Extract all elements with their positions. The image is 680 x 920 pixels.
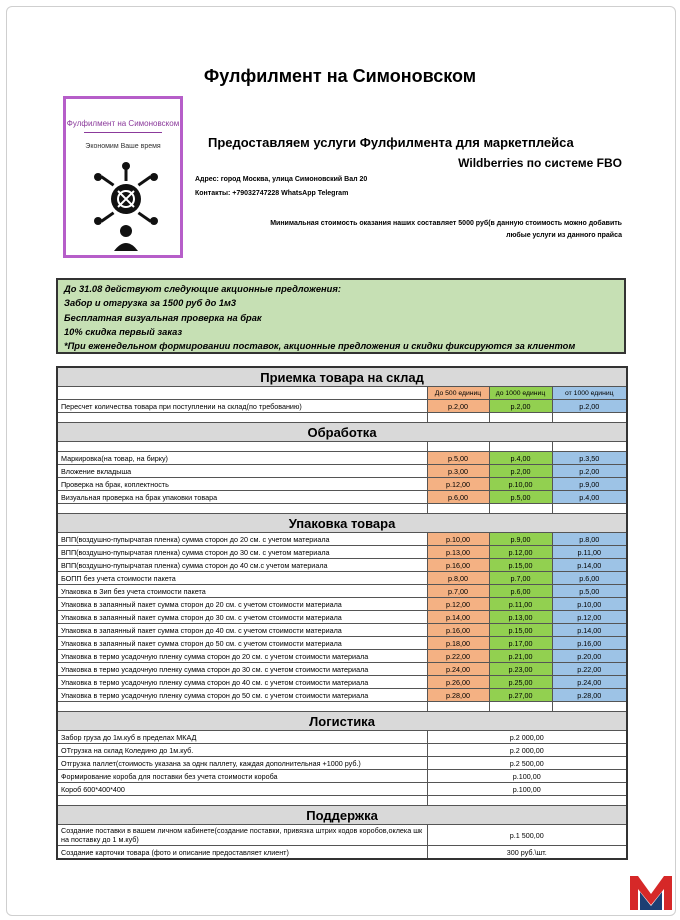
price-up-to-500: р.14,00: [427, 611, 489, 624]
table-row: [57, 770, 627, 783]
blank-row: [57, 504, 627, 514]
subheadline: Wildberries по системе FBO: [458, 156, 622, 170]
price-over-1000: р.2,00: [552, 465, 627, 478]
price-over-1000: р.11,00: [552, 546, 627, 559]
service-name: Маркировка(на товар, на бирку): [57, 452, 427, 465]
section-header: [57, 712, 627, 731]
table-row: [57, 731, 627, 744]
table-row: [57, 598, 627, 611]
blank-row: [57, 413, 627, 423]
empty-cell: [489, 413, 552, 423]
service-name: ОТгрузка на склад Коледино до 1м.куб.: [57, 744, 427, 757]
price-table: [56, 366, 628, 860]
service-name: Упаковка в запаянный пакет сумма сторон до 20 см. с учетом стоимости материала: [57, 598, 427, 611]
price-up-to-500: р.6,00: [427, 491, 489, 504]
price-up-to-1000: р.2,00: [489, 400, 552, 413]
service-name: БОПП без учета стоимости пакета: [57, 572, 427, 585]
promo-line: Бесплатная визуальная проверка на брак: [64, 312, 262, 323]
logo-slogan: Экономим Ваше время: [85, 143, 161, 150]
promo-line: 10% скидка первый заказ: [64, 326, 183, 337]
empty-cell: [489, 442, 552, 452]
table-row: [57, 757, 627, 770]
logo-title: Фулфилмент на Симоновском: [66, 119, 180, 128]
service-name: Визуальная проверка на брак упаковки товара: [57, 491, 427, 504]
table-row: [57, 783, 627, 796]
price-up-to-1000: р.15,00: [489, 559, 552, 572]
empty-cell: [552, 442, 627, 452]
service-name: Формирование короба для поставки без учета стоимости короба: [57, 770, 427, 783]
m-logo-icon: [628, 872, 674, 912]
empty-cell: [427, 702, 489, 712]
section-title: Логистика: [57, 712, 627, 731]
price-value: р.2 500,00: [427, 757, 627, 770]
table-row: [57, 637, 627, 650]
table-row: [57, 559, 627, 572]
service-name: Упаковка в термо усадочную пленку сумма сторон до 30 см. с учетом стоимости материала: [57, 663, 427, 676]
price-up-to-500: р.7,00: [427, 585, 489, 598]
price-table-body: [57, 367, 627, 859]
service-name: ВПП(воздушно-пупырчатая пленка) сумма сторон до 40 см.с учетом материала: [57, 559, 427, 572]
service-name: Проверка на брак, коплектность: [57, 478, 427, 491]
table-row: [57, 624, 627, 637]
table-row: [57, 478, 627, 491]
table-row: [57, 400, 627, 413]
price-up-to-500: р.16,00: [427, 559, 489, 572]
price-up-to-500: р.13,00: [427, 546, 489, 559]
empty-cell: [552, 504, 627, 514]
price-up-to-500: р.22,00: [427, 650, 489, 663]
price-up-to-1000: р.9,00: [489, 533, 552, 546]
price-over-1000: р.16,00: [552, 637, 627, 650]
blank-row: [57, 442, 627, 452]
service-name: Забор груза до 1м.куб в пределах МКАД: [57, 731, 427, 744]
price-value: 300 руб.\шт.: [427, 846, 627, 860]
table-row: [57, 825, 627, 846]
empty-cell: [57, 413, 427, 423]
gear-person-icon: [93, 161, 159, 253]
price-over-1000: р.28,00: [552, 689, 627, 702]
price-value: р.1 500,00: [427, 825, 627, 846]
section-title: Приемка товара на склад: [57, 367, 627, 387]
tier-header-1000: до 1000 единиц: [489, 387, 552, 400]
section-header: [57, 423, 627, 442]
empty-cell: [427, 413, 489, 423]
price-up-to-1000: р.17,00: [489, 637, 552, 650]
blank-row: [57, 702, 627, 712]
price-up-to-500: р.26,00: [427, 676, 489, 689]
price-over-1000: р.5,00: [552, 585, 627, 598]
service-name: Короб 600*400*400: [57, 783, 427, 796]
price-up-to-1000: р.13,00: [489, 611, 552, 624]
table-row: [57, 585, 627, 598]
service-name: Упаковка в термо усадочную пленку сумма сторон до 40 см. с учетом стоимости материала: [57, 676, 427, 689]
service-name: Упаковка в термо усадочную пленку сумма сторон до 50 см. с учетом стоимости материала: [57, 689, 427, 702]
service-name: Создание поставки в вашем личном кабинете(создание поставки, привязка штрих кодов коробов,оклека шк на поставку до 1 м.куб): [57, 825, 427, 846]
price-up-to-1000: р.15,00: [489, 624, 552, 637]
price-up-to-1000: р.11,00: [489, 598, 552, 611]
table-row: [57, 650, 627, 663]
price-over-1000: р.6,00: [552, 572, 627, 585]
price-over-1000: р.4,00: [552, 491, 627, 504]
price-up-to-500: р.3,00: [427, 465, 489, 478]
table-row: [57, 846, 627, 860]
table-row: [57, 452, 627, 465]
price-up-to-1000: р.10,00: [489, 478, 552, 491]
price-over-1000: р.14,00: [552, 624, 627, 637]
empty-cell: [489, 702, 552, 712]
section-title: Поддержка: [57, 806, 627, 825]
price-value: р.2 000,00: [427, 731, 627, 744]
price-over-1000: р.3,50: [552, 452, 627, 465]
price-up-to-1000: р.12,00: [489, 546, 552, 559]
price-over-1000: р.14,00: [552, 559, 627, 572]
company-logo: [63, 96, 183, 258]
price-up-to-500: р.8,00: [427, 572, 489, 585]
table-row: [57, 744, 627, 757]
table-row: [57, 572, 627, 585]
price-over-1000: р.20,00: [552, 650, 627, 663]
price-up-to-1000: р.7,00: [489, 572, 552, 585]
price-up-to-500: р.2,00: [427, 400, 489, 413]
price-up-to-1000: р.4,00: [489, 452, 552, 465]
service-name: Упаковка в запаянный пакет сумма сторон до 30 см. с учетом стоимости материала: [57, 611, 427, 624]
table-row: [57, 676, 627, 689]
tier-header-500: До 500 единиц: [427, 387, 489, 400]
price-up-to-1000: р.2,00: [489, 465, 552, 478]
price-up-to-500: р.12,00: [427, 598, 489, 611]
price-over-1000: р.9,00: [552, 478, 627, 491]
table-row: [57, 689, 627, 702]
price-up-to-500: р.16,00: [427, 624, 489, 637]
service-name: Упаковка в запаянный пакет сумма сторон до 40 см. с учетом стоимости материала: [57, 624, 427, 637]
price-up-to-500: р.28,00: [427, 689, 489, 702]
empty-cell: [57, 702, 427, 712]
empty-cell: [57, 442, 427, 452]
price-over-1000: р.2,00: [552, 400, 627, 413]
service-name: ВПП(воздушно-пупырчатая пленка) сумма сторон до 20 см. с учетом материала: [57, 533, 427, 546]
service-name: Создание карточки товара (фото и описание предоставляет клиент): [57, 846, 427, 860]
table-row: [57, 465, 627, 478]
empty-cell: [57, 796, 427, 806]
empty-cell: [489, 504, 552, 514]
document-title: Фулфилмент на Симоновском: [203, 66, 477, 86]
section-title: Упаковка товара: [57, 514, 627, 533]
headline: Предоставляем услуги Фулфилмента для маркетплейса: [208, 135, 574, 150]
empty-cell: [427, 504, 489, 514]
table-row: [57, 663, 627, 676]
section-header: [57, 367, 627, 387]
empty-cell: [552, 702, 627, 712]
table-row: [57, 611, 627, 624]
service-name: Упаковка в Зип без учета стоимости пакета: [57, 585, 427, 598]
service-name: Упаковка в термо усадочную пленку сумма сторон до 20 см. с учетом стоимости материала: [57, 650, 427, 663]
price-over-1000: р.8,00: [552, 533, 627, 546]
price-over-1000: р.12,00: [552, 611, 627, 624]
service-name: ВПП(воздушно-пупырчатая пленка) сумма сторон до 30 см. с учетом материала: [57, 546, 427, 559]
empty-cell: [427, 442, 489, 452]
tier-header-row: [57, 387, 627, 400]
blank-row: [57, 796, 627, 806]
price-over-1000: р.10,00: [552, 598, 627, 611]
tier-header-over-1000: от 1000 единиц: [552, 387, 627, 400]
price-value: р.100,00: [427, 770, 627, 783]
min-price-line-1: Минимальная стоимость оказания наших составляет 5000 руб(в данную стоимость можно добавить: [270, 220, 622, 227]
table-row: [57, 491, 627, 504]
min-price-line-2: любые услуги из данного прайса: [506, 232, 622, 239]
promo-line: Забор и отгрузка за 1500 руб до 1м3: [64, 298, 237, 309]
price-up-to-1000: р.6,00: [489, 585, 552, 598]
empty-cell: [57, 387, 427, 400]
address: Адрес: город Москва, улица Симоновский Вал 20: [195, 176, 368, 183]
price-up-to-1000: р.5,00: [489, 491, 552, 504]
promo-line: *При еженедельном формировании поставок, акционные предложения и скидки фиксируются за клиентом: [64, 341, 576, 352]
price-value: р.100,00: [427, 783, 627, 796]
contacts: Контакты: +79032747228 WhatsApp Telegram: [195, 190, 349, 197]
service-name: Вложение вкладыша: [57, 465, 427, 478]
price-up-to-1000: р.25,00: [489, 676, 552, 689]
section-header: [57, 514, 627, 533]
price-over-1000: р.22,00: [552, 663, 627, 676]
section-header: [57, 806, 627, 825]
price-up-to-500: р.24,00: [427, 663, 489, 676]
price-up-to-500: р.5,00: [427, 452, 489, 465]
empty-cell: [57, 504, 427, 514]
service-name: Пересчет количества товара при поступлении на склад(по требованию): [57, 400, 427, 413]
section-title: Обработка: [57, 423, 627, 442]
price-up-to-1000: р.21,00: [489, 650, 552, 663]
price-up-to-1000: р.23,00: [489, 663, 552, 676]
price-over-1000: р.24,00: [552, 676, 627, 689]
min-price-note: [195, 218, 622, 242]
service-name: Отгрузка паллет(стоимость указана за однк паллету, каждая дополнительная +1000 руб.): [57, 757, 427, 770]
table-row: [57, 533, 627, 546]
table-row: [57, 546, 627, 559]
price-up-to-1000: р.27,00: [489, 689, 552, 702]
empty-cell: [552, 413, 627, 423]
promo-line: До 31.08 действуют следующие акционные предложения:: [64, 284, 341, 294]
price-up-to-500: р.12,00: [427, 478, 489, 491]
promo-box: [56, 278, 626, 354]
price-value: р.2 000,00: [427, 744, 627, 757]
logo-divider: [84, 132, 162, 133]
price-up-to-500: р.10,00: [427, 533, 489, 546]
price-up-to-500: р.18,00: [427, 637, 489, 650]
service-name: Упаковка в запаянный пакет сумма сторон до 50 см. с учетом стоимости материала: [57, 637, 427, 650]
empty-cell: [427, 796, 627, 806]
